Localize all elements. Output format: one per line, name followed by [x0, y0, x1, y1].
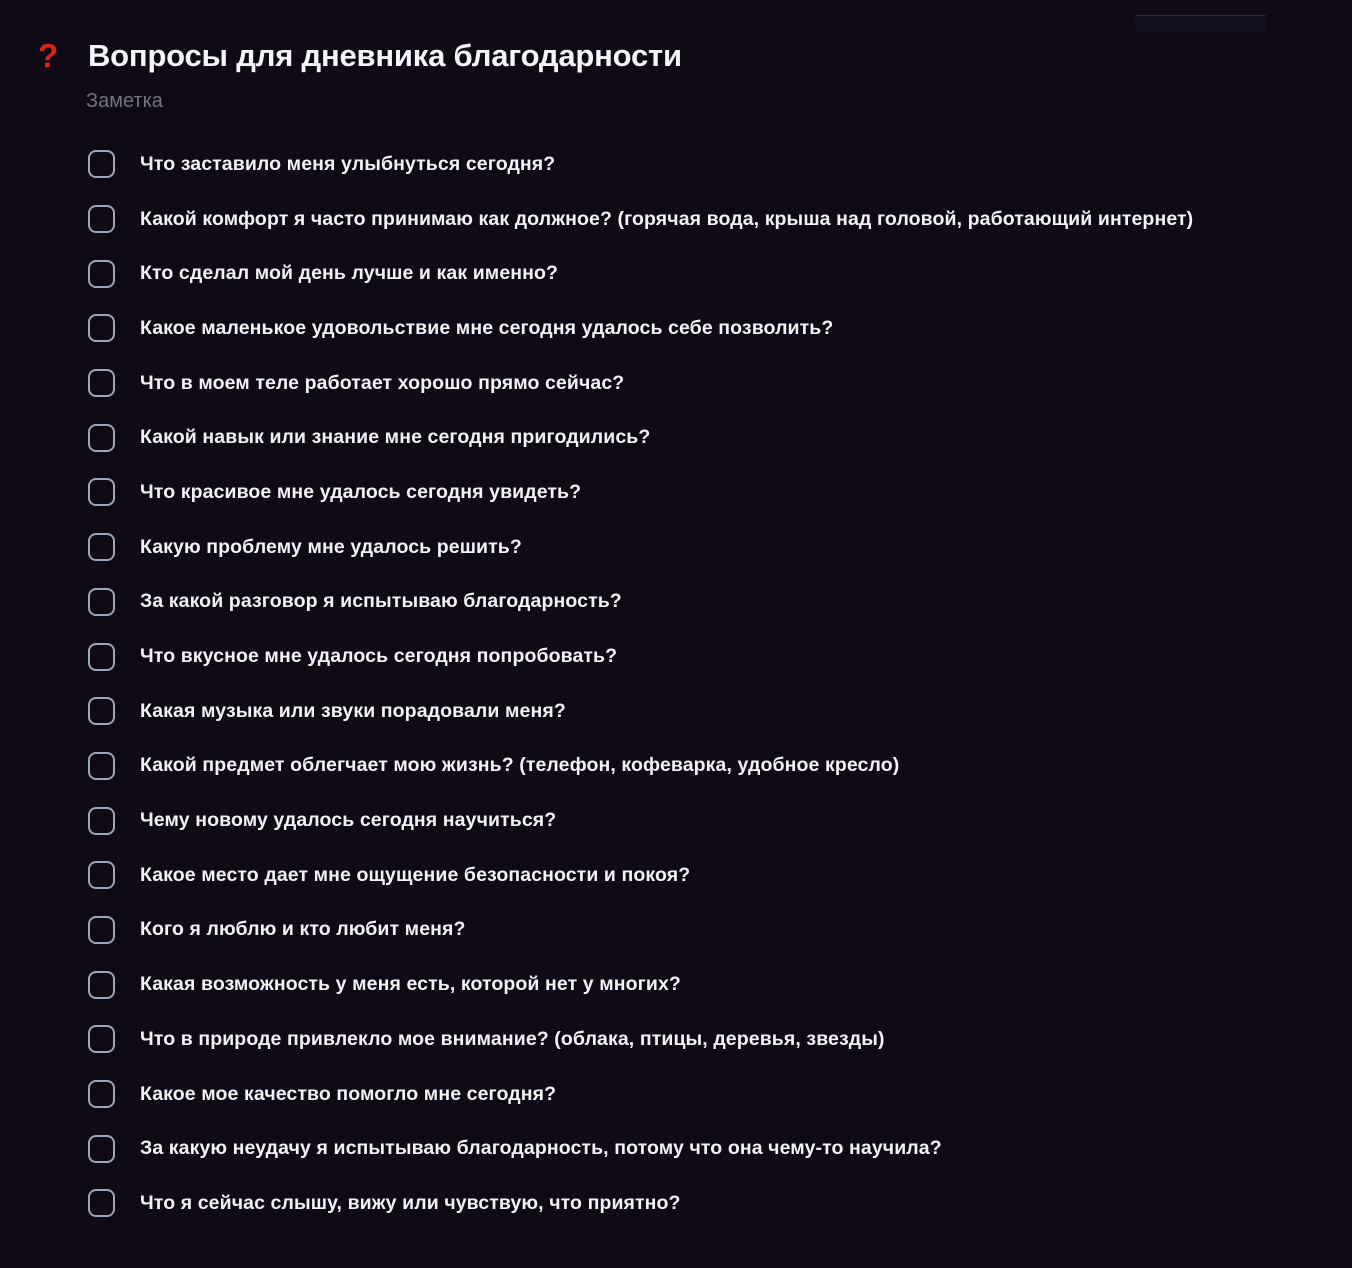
checklist-item — [88, 739, 1312, 794]
checkbox[interactable] — [88, 588, 115, 616]
top-right-panel-edge — [1135, 15, 1266, 31]
checklist-item — [88, 356, 1312, 411]
checkbox[interactable] — [88, 1189, 115, 1217]
title-row — [36, 34, 1312, 78]
checklist-item — [88, 1121, 1312, 1176]
checklist-item-label[interactable]: Какое место дает мне ощущение безопасности и покоя? — [140, 863, 691, 886]
checklist-item-label[interactable]: Что я сейчас слышу, вижу или чувствую, что приятно? — [140, 1191, 681, 1214]
checkbox[interactable] — [88, 1025, 115, 1053]
checklist-item-label[interactable]: Какую проблему мне удалось решить? — [140, 535, 522, 558]
checklist-item-label[interactable]: Какой комфорт я часто принимаю как должное? (горячая вода, крыша над головой, работающий интернет) — [140, 207, 1194, 230]
checklist-item-label[interactable]: Какая возможность у меня есть, которой нет у многих? — [140, 973, 681, 996]
checklist-item-label[interactable]: Что заставило меня улыбнуться сегодня? — [140, 152, 556, 175]
checklist-item — [88, 246, 1312, 301]
checklist-item — [88, 629, 1312, 684]
checklist-item — [88, 575, 1312, 630]
checklist-item-label[interactable]: Какое мое качество помогло мне сегодня? — [140, 1082, 557, 1105]
checklist-item-label[interactable]: Какая музыка или звуки порадовали меня? — [140, 699, 566, 722]
checklist-item — [88, 137, 1312, 192]
checklist-item — [88, 793, 1312, 848]
checkbox[interactable] — [88, 697, 115, 725]
checklist-item — [88, 192, 1312, 247]
checkbox[interactable] — [88, 1135, 115, 1163]
checklist-item — [88, 1176, 1312, 1231]
checklist-item — [88, 1067, 1312, 1122]
checklist-item-label[interactable]: Чему новому удалось сегодня научиться? — [140, 809, 557, 832]
checklist-item — [88, 410, 1312, 465]
checkbox[interactable] — [88, 752, 115, 780]
checklist-item — [88, 465, 1312, 520]
checklist-item-label[interactable]: Кто сделал мой день лучше и как именно? — [140, 262, 559, 285]
checkbox[interactable] — [88, 424, 115, 452]
checklist-item-label[interactable]: Что в природе привлекло мое внимание? (облака, птицы, деревья, звезды) — [140, 1027, 885, 1050]
checkbox[interactable] — [88, 369, 115, 397]
checklist-item — [88, 903, 1312, 958]
checkbox[interactable] — [88, 478, 115, 506]
checklist-item — [88, 848, 1312, 903]
checklist-item — [88, 1012, 1312, 1067]
checklist-item — [88, 957, 1312, 1012]
checklist-item — [88, 520, 1312, 575]
question-mark-icon: ? — [38, 37, 59, 74]
checklist-item-label[interactable]: За какую неудачу я испытываю благодарность, потому что она чему-то научила? — [140, 1137, 942, 1160]
checklist-item — [88, 301, 1312, 356]
checklist-item — [88, 684, 1312, 739]
checkbox[interactable] — [88, 643, 115, 671]
page-title[interactable]: Вопросы для дневника благодарности — [88, 38, 682, 73]
note-placeholder[interactable]: Заметка — [86, 90, 163, 112]
checkbox[interactable] — [88, 205, 115, 233]
checkbox[interactable] — [88, 861, 115, 889]
checkbox[interactable] — [88, 1080, 115, 1108]
checkbox[interactable] — [88, 533, 115, 561]
checkbox[interactable] — [88, 314, 115, 342]
checklist-item-label[interactable]: Какой навык или знание мне сегодня пригодились? — [140, 426, 651, 449]
checklist-item-label[interactable]: За какой разговор я испытываю благодарность? — [140, 590, 622, 613]
checklist — [88, 137, 1312, 1231]
checkbox[interactable] — [88, 807, 115, 835]
checklist-item-label[interactable]: Какое маленькое удовольствие мне сегодня удалось себе позволить? — [140, 316, 834, 339]
checklist-item-label[interactable]: Что красивое мне удалось сегодня увидеть? — [140, 480, 582, 503]
checklist-item-label[interactable]: Какой предмет облегчает мою жизнь? (телефон, кофеварка, удобное кресло) — [140, 754, 900, 777]
checklist-item-label[interactable]: Что вкусное мне удалось сегодня попробовать? — [140, 645, 618, 668]
checkbox[interactable] — [88, 916, 115, 944]
checklist-item-label[interactable]: Что в моем теле работает хорошо прямо сейчас? — [140, 371, 625, 394]
checkbox[interactable] — [88, 260, 115, 288]
checklist-item-label[interactable]: Кого я люблю и кто любит меня? — [140, 918, 466, 941]
checkbox[interactable] — [88, 971, 115, 999]
checkbox[interactable] — [88, 150, 115, 178]
